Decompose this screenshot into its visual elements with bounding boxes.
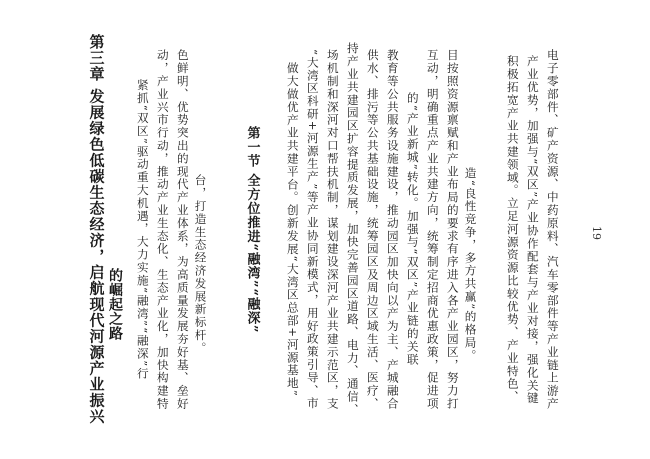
intro-line bbox=[174, 0, 190, 459]
paragraph-text: 积极拓宽产业共建领域。立足河源资源比较优势、产业特色、 bbox=[505, 55, 520, 404]
paragraph-line bbox=[344, 0, 360, 459]
paragraph-text: 教育等公共服务设施建设，推动园区加快向以产为主、产城融合 bbox=[385, 48, 400, 411]
paragraph-line bbox=[304, 0, 320, 459]
intro-text: 紧抓“双区”驱动重大机遇，大力实施“融湾”“融深”行 bbox=[135, 78, 150, 381]
paragraph-line bbox=[364, 0, 380, 459]
intro-text: 色鲜明、优势突出的现代产业体系，为高质量发展夯好基、垒好 bbox=[175, 48, 190, 411]
paragraph-text: 互动，明确重点产业共建方向，统筹制定招商优惠政策，促进项 bbox=[425, 48, 440, 411]
paragraph-line bbox=[524, 0, 540, 459]
paragraph-text: 持产业共建园区扩容提质发展，加快完善园区道路、电力、通信、 bbox=[345, 42, 360, 417]
paragraph-line bbox=[404, 0, 420, 459]
chapter-subtitle: 的崛起之路 bbox=[107, 268, 123, 341]
chapter-subtitle-column bbox=[106, 150, 124, 459]
intro-text: 台，打造生态经济发展新标杆。 bbox=[193, 174, 208, 355]
intro-line bbox=[194, 0, 210, 459]
paragraph-text: “大湾区科研+河源生产”等产业协同新模式，用好政策引导、市 bbox=[305, 49, 320, 410]
paragraph-line bbox=[424, 0, 440, 459]
paragraph-line bbox=[324, 0, 340, 459]
chapter-title-column bbox=[86, 0, 106, 459]
paragraph-text: 产业优势，加强与“双区”产业协作配套与产业对接，强化关键 bbox=[525, 54, 540, 405]
paragraph-text: 目按照资源禀赋和产业布局的要求有序进入各产业园区，努力打 bbox=[445, 48, 460, 411]
section-heading: 第一节 全方位推进“融湾”“融深” bbox=[244, 125, 260, 334]
paragraph-text: 供水、排污等公共基础设施，统筹园区及周边区域生活、医疗、 bbox=[365, 48, 380, 411]
section-heading-column bbox=[243, 0, 261, 459]
paragraph-text: 的“产业新城”转化。加强与“双区”产业链的关联 bbox=[405, 92, 420, 367]
paragraph-line bbox=[284, 0, 300, 459]
paragraph-line bbox=[464, 0, 480, 459]
paragraph-line bbox=[444, 0, 460, 459]
paragraph-line bbox=[544, 0, 560, 459]
intro-line bbox=[134, 0, 150, 459]
paragraph-line bbox=[504, 0, 520, 459]
page-number: 19 bbox=[590, 226, 603, 240]
intro-line bbox=[154, 0, 170, 459]
paragraph-text: 场机制和深河对口帮扶机制，谋划建设深河产业共建示范区，支 bbox=[325, 48, 340, 411]
paragraph-text: 做大做优产业共建平台。创新发展“大湾区总部+河源基地” bbox=[285, 61, 300, 398]
paragraph-text: 电子零部件、矿产资源、中药原料、汽车零部件等产业链上游产 bbox=[545, 48, 560, 411]
paragraph-text: 造“良性竞争，多方共赢”的格局。 bbox=[463, 166, 478, 363]
paragraph-line bbox=[384, 0, 400, 459]
chapter-title: 第三章 发展绿色低碳生态经济，启航现代河源产业振兴 bbox=[87, 34, 106, 425]
intro-text: 动，产业兴市行动，推动产业生态化、生态产业化，加快构建特 bbox=[155, 48, 170, 411]
